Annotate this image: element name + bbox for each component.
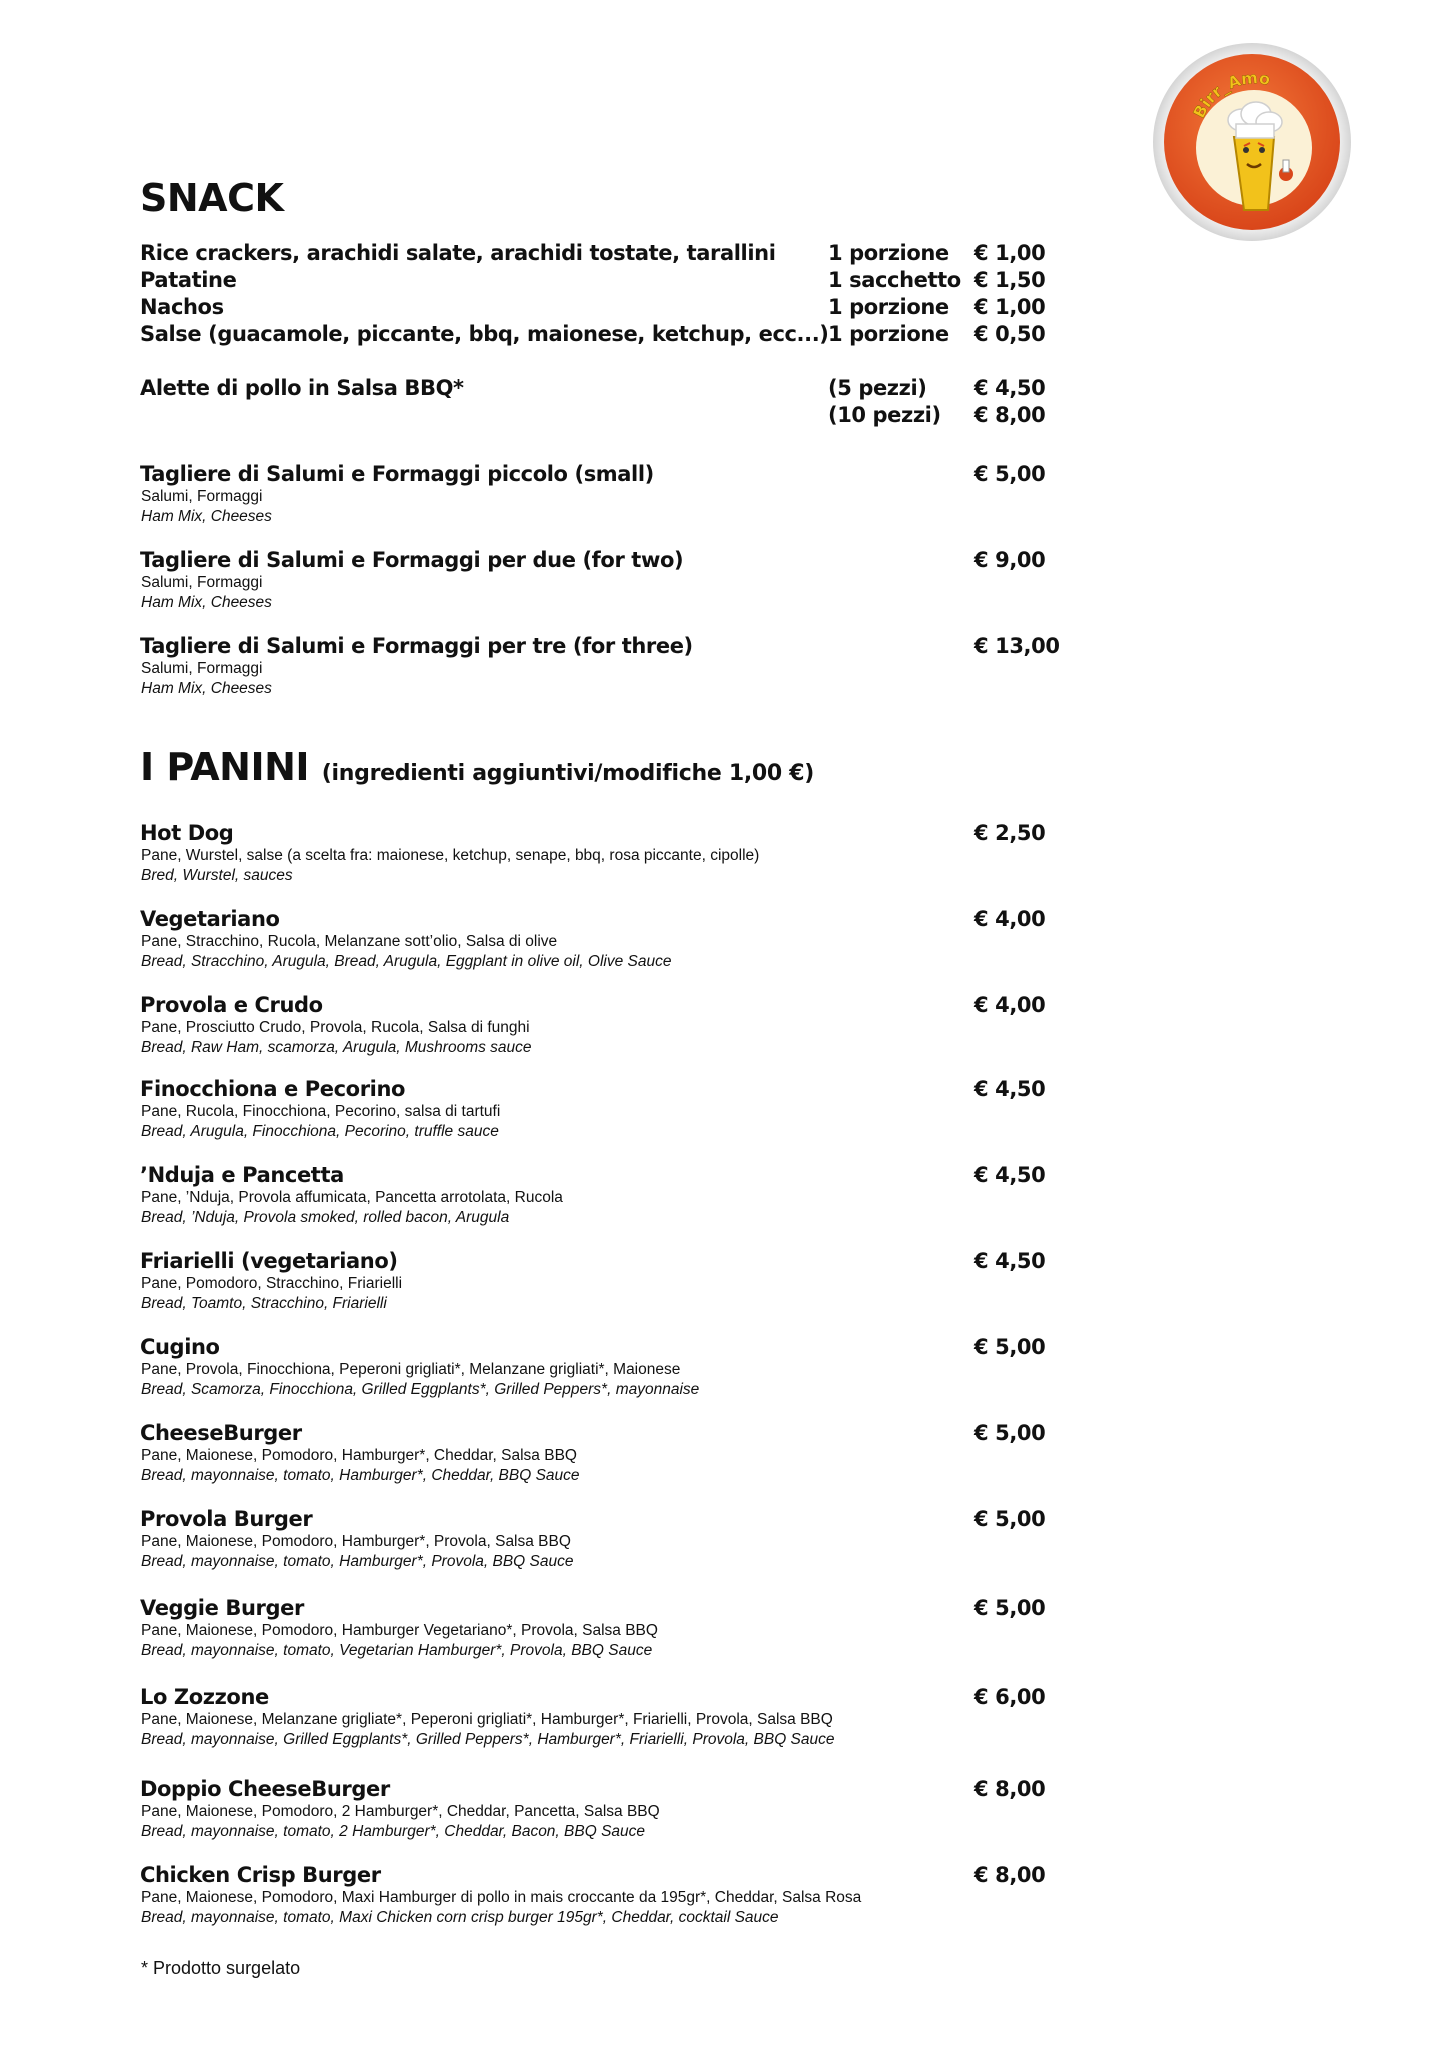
panino-desc: Pane, Maionese, Pomodoro, Hamburger Vegetariano*, Provola, Salsa BBQ bbox=[141, 1622, 658, 1639]
board-price: € 9,00 bbox=[974, 548, 1046, 572]
panino-name: Finocchiona e Pecorino bbox=[140, 1077, 406, 1101]
board-item bbox=[140, 634, 1060, 704]
panino-translation: Bread, mayonnaise, Grilled Eggplants*, Grilled Peppers*, Hamburger*, Friarielli, Provola, BBQ Sauce bbox=[141, 1731, 835, 1748]
panino-translation: Bread, mayonnaise, tomato, Maxi Chicken corn crisp burger 195gr*, Cheddar, cocktail Sauce bbox=[141, 1909, 779, 1926]
panino-name: Vegetariano bbox=[140, 907, 280, 931]
panino-price: € 5,00 bbox=[974, 1596, 1046, 1620]
panino-name: Provola Burger bbox=[140, 1507, 313, 1531]
snack-qty: 1 porzione bbox=[828, 295, 949, 319]
panino-name: Hot Dog bbox=[140, 821, 234, 845]
snack-price: € 4,50 bbox=[974, 376, 1046, 400]
panino-item bbox=[140, 1596, 1060, 1666]
board-desc: Salumi, Formaggi bbox=[141, 660, 263, 677]
panino-name: Doppio CheeseBurger bbox=[140, 1777, 390, 1801]
panino-item bbox=[140, 1421, 1060, 1491]
panino-price: € 4,50 bbox=[974, 1163, 1046, 1187]
panino-name: Lo Zozzone bbox=[140, 1685, 269, 1709]
panino-item bbox=[140, 1777, 1060, 1847]
panino-desc: Pane, Pomodoro, Stracchino, Friarielli bbox=[141, 1275, 403, 1292]
panino-desc: Pane, Maionese, Pomodoro, 2 Hamburger*, Cheddar, Pancetta, Salsa BBQ bbox=[141, 1803, 660, 1820]
board-price: € 5,00 bbox=[974, 462, 1046, 486]
snack-price: € 0,50 bbox=[974, 322, 1046, 346]
panino-desc: Pane, Stracchino, Rucola, Melanzane sott’olio, Salsa di olive bbox=[141, 933, 558, 950]
panino-translation: Bread, Arugula, Finocchiona, Pecorino, truffle sauce bbox=[141, 1123, 499, 1140]
board-item bbox=[140, 462, 1060, 532]
panino-item bbox=[140, 1863, 1060, 1933]
panino-name: Chicken Crisp Burger bbox=[140, 1863, 381, 1887]
panino-translation: Bread, Toamto, Stracchino, Friarielli bbox=[141, 1295, 387, 1312]
panino-item bbox=[140, 993, 1060, 1063]
panino-name: Friarielli (vegetariano) bbox=[140, 1249, 398, 1273]
snack-row bbox=[140, 403, 1060, 429]
logo-text: Birr_Amo bbox=[1189, 67, 1272, 122]
snack-price: € 1,00 bbox=[974, 295, 1046, 319]
panino-price: € 2,50 bbox=[974, 821, 1046, 845]
panini-note: (ingredienti aggiuntivi/modifiche 1,00 €) bbox=[321, 761, 815, 786]
snack-qty: (5 pezzi) bbox=[828, 376, 927, 400]
panino-desc: Pane, Maionese, Pomodoro, Hamburger*, Cheddar, Salsa BBQ bbox=[141, 1447, 577, 1464]
panino-desc: Pane, Rucola, Finocchiona, Pecorino, salsa di tartufi bbox=[141, 1103, 501, 1120]
snack-qty: (10 pezzi) bbox=[828, 403, 941, 427]
snack-row bbox=[140, 376, 1060, 402]
panino-item bbox=[140, 1163, 1060, 1233]
panino-translation: Bread, mayonnaise, tomato, Vegetarian Hamburger*, Provola, BBQ Sauce bbox=[141, 1642, 653, 1659]
snack-row bbox=[140, 241, 1060, 267]
snack-name: Salse (guacamole, piccante, bbq, maionese, ketchup, ecc...) bbox=[140, 322, 829, 346]
panino-price: € 8,00 bbox=[974, 1777, 1046, 1801]
panino-translation: Bread, Scamorza, Finocchiona, Grilled Eggplants*, Grilled Peppers*, mayonnaise bbox=[141, 1381, 700, 1398]
panino-name: CheeseBurger bbox=[140, 1421, 302, 1445]
panino-desc: Pane, Prosciutto Crudo, Provola, Rucola, Salsa di funghi bbox=[141, 1019, 530, 1036]
snack-price: € 1,00 bbox=[974, 241, 1046, 265]
snack-row bbox=[140, 295, 1060, 321]
snack-qty: 1 porzione bbox=[828, 322, 949, 346]
panino-price: € 4,00 bbox=[974, 993, 1046, 1017]
board-translation: Ham Mix, Cheeses bbox=[141, 594, 272, 611]
board-name: Tagliere di Salumi e Formaggi per due (for two) bbox=[140, 548, 684, 572]
panino-item bbox=[140, 1077, 1060, 1147]
snack-name: Alette di pollo in Salsa BBQ* bbox=[140, 376, 464, 400]
panino-price: € 8,00 bbox=[974, 1863, 1046, 1887]
panino-item bbox=[140, 1335, 1060, 1405]
board-translation: Ham Mix, Cheeses bbox=[141, 508, 272, 525]
snack-row bbox=[140, 322, 1060, 348]
panino-name: Provola e Crudo bbox=[140, 993, 323, 1017]
panino-item bbox=[140, 821, 1060, 891]
panino-price: € 6,00 bbox=[974, 1685, 1046, 1709]
panino-translation: Bread, mayonnaise, tomato, Hamburger*, Cheddar, BBQ Sauce bbox=[141, 1467, 580, 1484]
panino-translation: Bread, mayonnaise, tomato, 2 Hamburger*, Cheddar, Bacon, BBQ Sauce bbox=[141, 1823, 646, 1840]
panino-name: Cugino bbox=[140, 1335, 220, 1359]
panino-desc: Pane, ’Nduja, Provola affumicata, Pancetta arrotolata, Rucola bbox=[141, 1189, 563, 1206]
board-item bbox=[140, 548, 1060, 618]
panino-desc: Pane, Wurstel, salse (a scelta fra: maionese, ketchup, senape, bbq, rosa piccante, cipolle) bbox=[141, 847, 760, 864]
snack-name: Nachos bbox=[140, 295, 224, 319]
board-name: Tagliere di Salumi e Formaggi per tre (for three) bbox=[140, 634, 693, 658]
panino-name: ’Nduja e Pancetta bbox=[140, 1163, 344, 1187]
panino-translation: Bread, ’Nduja, Provola smoked, rolled bacon, Arugula bbox=[141, 1209, 510, 1226]
panino-price: € 4,50 bbox=[974, 1249, 1046, 1273]
board-desc: Salumi, Formaggi bbox=[141, 488, 263, 505]
panino-translation: Bread, Stracchino, Arugula, Bread, Arugula, Eggplant in olive oil, Olive Sauce bbox=[141, 953, 672, 970]
panino-translation: Bread, mayonnaise, tomato, Hamburger*, Provola, BBQ Sauce bbox=[141, 1553, 574, 1570]
board-translation: Ham Mix, Cheeses bbox=[141, 680, 272, 697]
panino-price: € 4,50 bbox=[974, 1077, 1046, 1101]
panino-desc: Pane, Maionese, Melanzane grigliate*, Peperoni grigliati*, Hamburger*, Friarielli, Provola, Salsa BBQ bbox=[141, 1711, 833, 1728]
panini-title: I PANINI bbox=[140, 745, 310, 789]
panino-price: € 5,00 bbox=[974, 1335, 1046, 1359]
panino-item bbox=[140, 1685, 1060, 1755]
panino-translation: Bred, Wurstel, sauces bbox=[141, 867, 293, 884]
logo bbox=[1152, 42, 1352, 242]
snack-price: € 1,50 bbox=[974, 268, 1046, 292]
board-desc: Salumi, Formaggi bbox=[141, 574, 263, 591]
panino-desc: Pane, Provola, Finocchiona, Peperoni grigliati*, Melanzane grigliati*, Maionese bbox=[141, 1361, 681, 1378]
panino-item bbox=[140, 1507, 1060, 1577]
panini-heading bbox=[140, 745, 814, 789]
panino-desc: Pane, Maionese, Pomodoro, Hamburger*, Provola, Salsa BBQ bbox=[141, 1533, 571, 1550]
panino-price: € 5,00 bbox=[974, 1507, 1046, 1531]
panino-translation: Bread, Raw Ham, scamorza, Arugula, Mushrooms sauce bbox=[141, 1039, 532, 1056]
snack-name: Patatine bbox=[140, 268, 237, 292]
panino-name: Veggie Burger bbox=[140, 1596, 304, 1620]
snack-price: € 8,00 bbox=[974, 403, 1046, 427]
board-price: € 13,00 bbox=[974, 634, 1060, 658]
panino-item bbox=[140, 907, 1060, 977]
footnote: * Prodotto surgelato bbox=[141, 1958, 301, 1978]
snack-title: SNACK bbox=[140, 176, 284, 220]
board-name: Tagliere di Salumi e Formaggi piccolo (small) bbox=[140, 462, 654, 486]
panino-item bbox=[140, 1249, 1060, 1319]
menu-page bbox=[140, 0, 1060, 2048]
snack-row bbox=[140, 268, 1060, 294]
panino-price: € 4,00 bbox=[974, 907, 1046, 931]
snack-name: Rice crackers, arachidi salate, arachidi tostate, tarallini bbox=[140, 241, 776, 265]
panino-desc: Pane, Maionese, Pomodoro, Maxi Hamburger di pollo in mais croccante da 195gr*, Cheddar, Salsa Rosa bbox=[141, 1889, 862, 1906]
snack-qty: 1 sacchetto bbox=[828, 268, 961, 292]
snack-qty: 1 porzione bbox=[828, 241, 949, 265]
chef-pint-icon bbox=[1152, 42, 1352, 242]
panino-price: € 5,00 bbox=[974, 1421, 1046, 1445]
